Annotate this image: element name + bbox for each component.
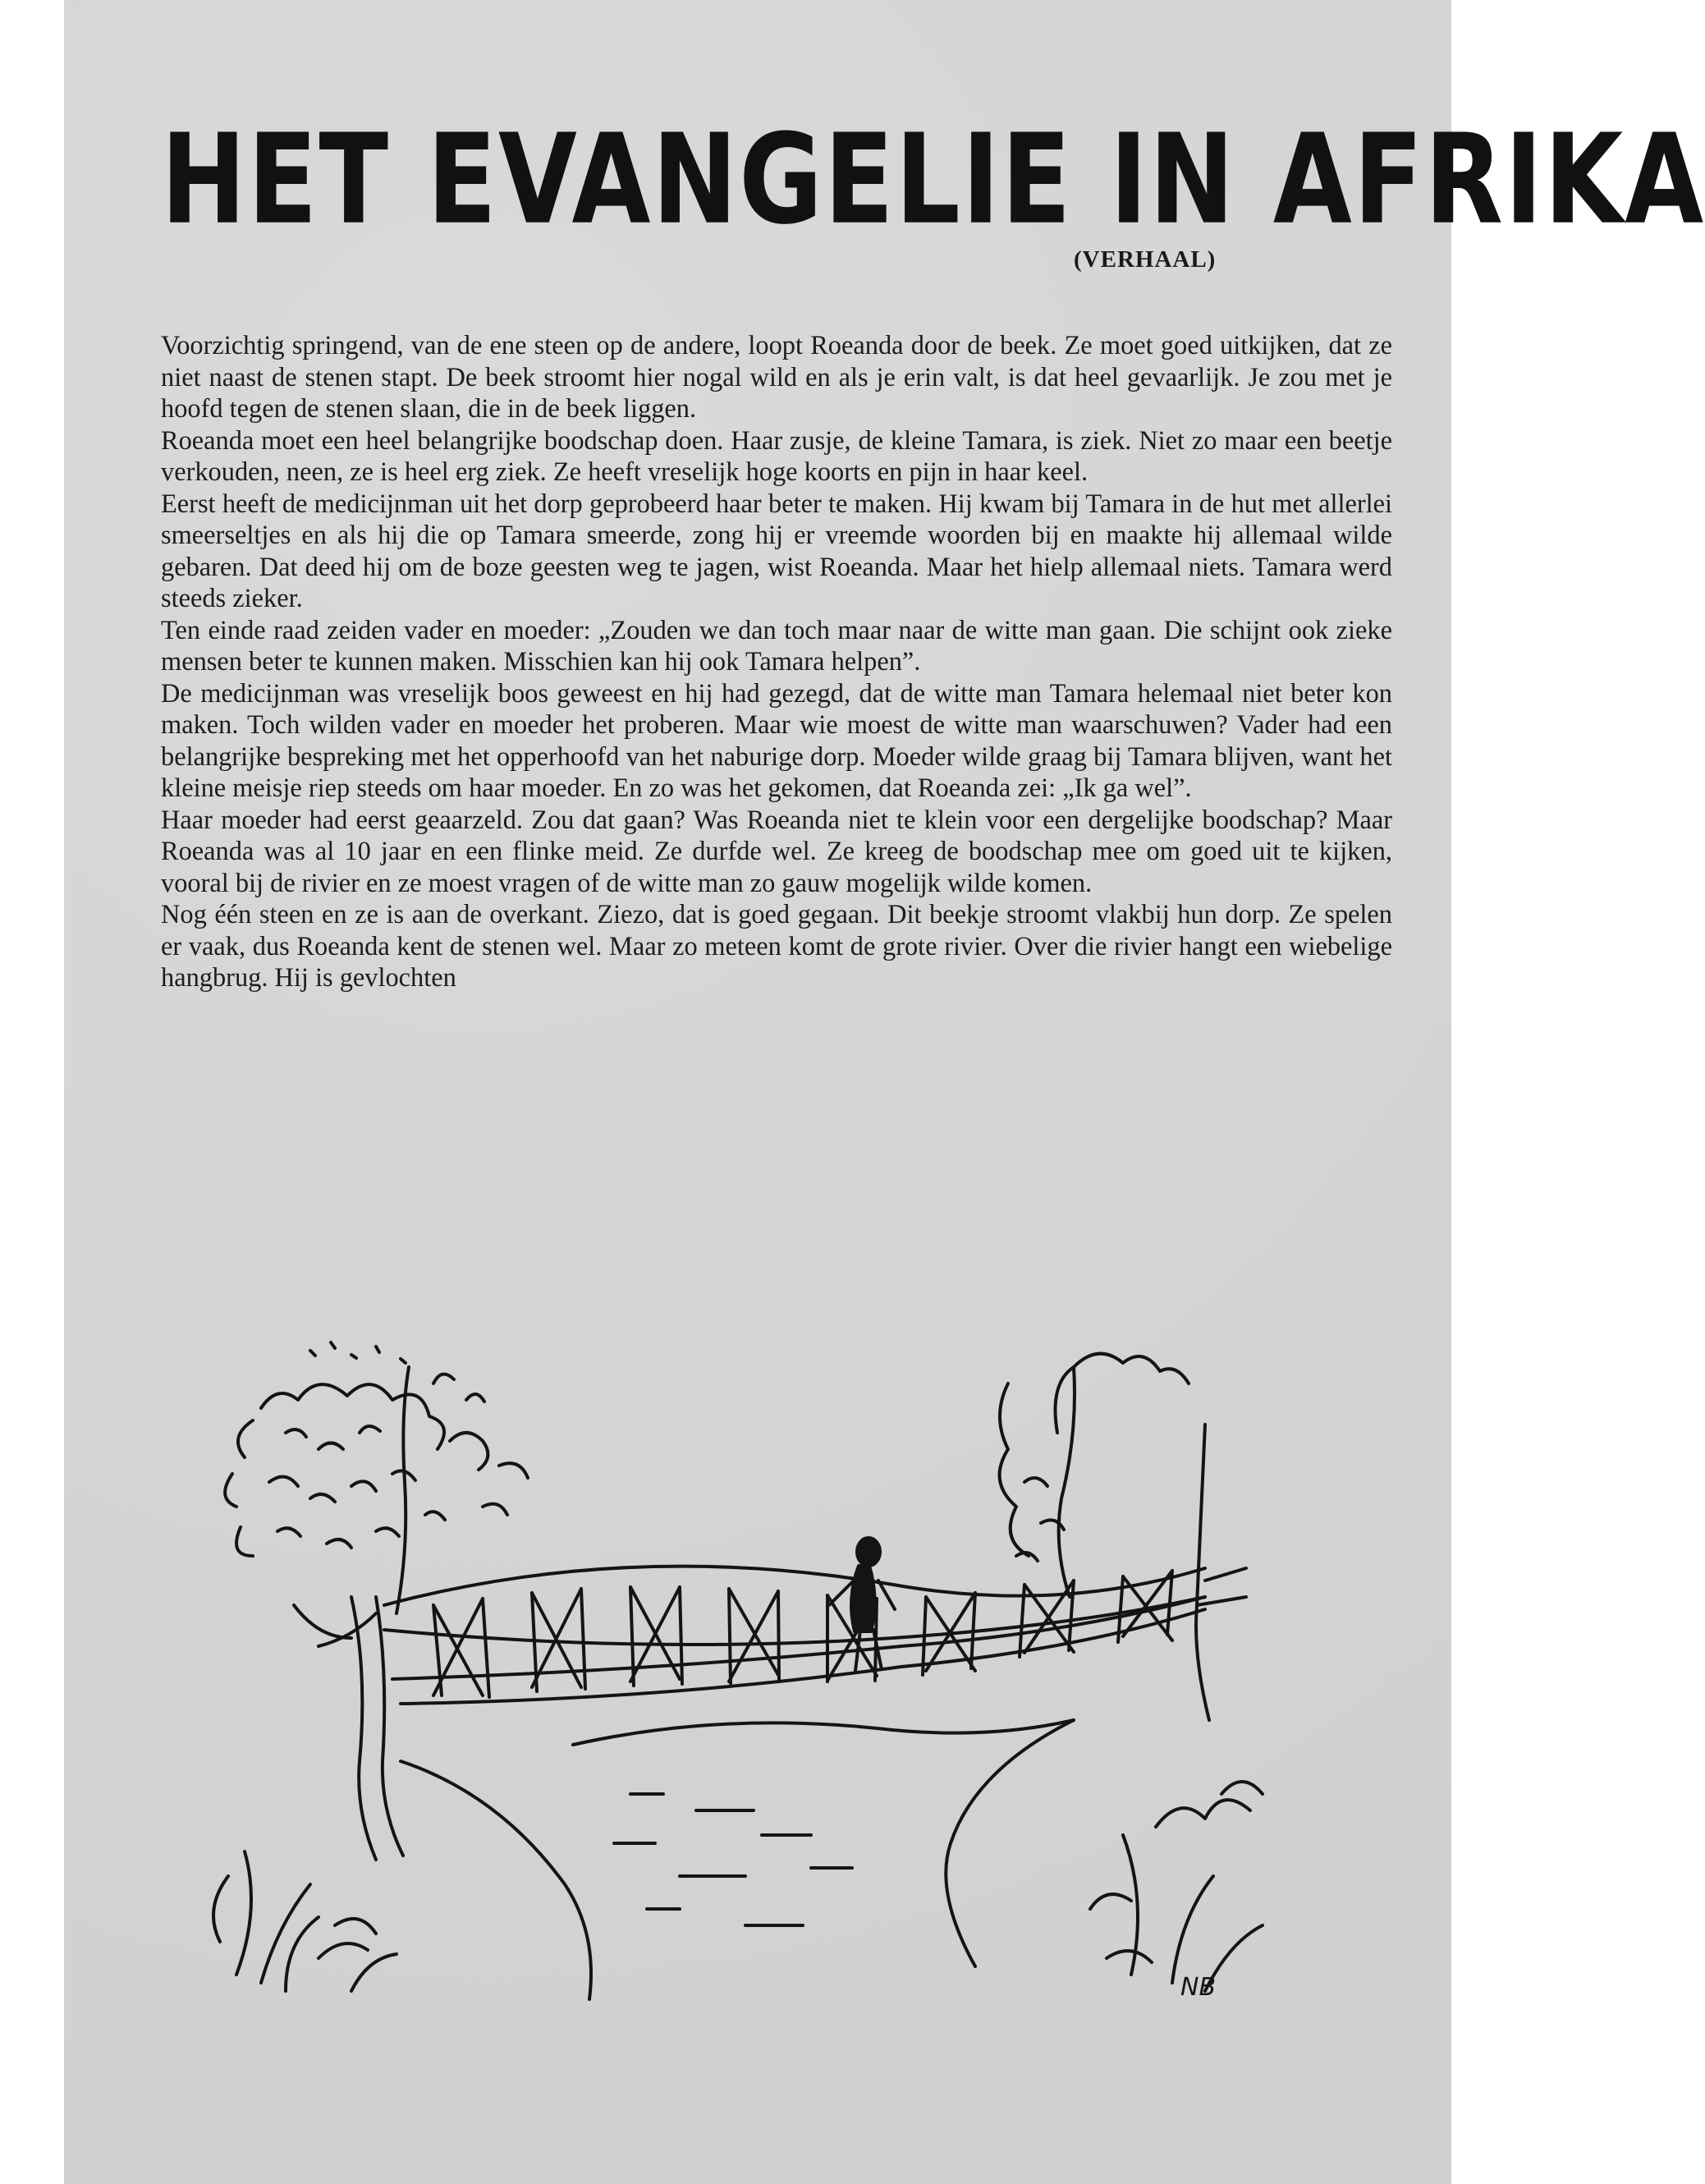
bridge-illustration	[187, 1334, 1386, 2024]
rope-bridge	[384, 1567, 1246, 1704]
paragraph: Haar moeder had eerst geaarzeld. Zou dat gaan? Was Roeanda niet te klein voor een dergelijke boodschap? Maar Roeanda was al 10 jaar en een flinke meid. Ze durfde wel. Ze kreeg de boodschap mee om goed uit te kijken, vooral bij de rivier en ze moest vragen of de witte man zo gauw mogelijk wilde komen.	[161, 805, 1392, 898]
artist-signature: NB	[1180, 1973, 1217, 2002]
scan-margin	[0, 0, 64, 2184]
paragraph: Roeanda moet een heel belangrijke boodschap doen. Haar zusje, de kleine Tamara, is ziek. Niet zo maar een beetje verkouden, neen, ze is heel erg ziek. Ze heeft vreselijk hoge koorts en pijn in haar keel.	[161, 425, 1392, 487]
paragraph: Voorzichtig springend, van de ene steen op de andere, loopt Roeanda door de beek. Ze moet goed uitkijken, dat ze niet naast de stenen stapt. De beek stroomt hier nogal wild en als je erin valt, is dat heel gevaarlijk. Je zou met je hoofd tegen de stenen slaan, die in de beek liggen.	[161, 331, 1392, 424]
paragraph: Nog één steen en ze is aan de overkant. Ziezo, dat is goed gegaan. Dit beekje stroomt vlakbij hun dorp. Ze spelen er vaak, dus Roeanda kent de stenen wel. Maar zo meteen komt de grote rivier. Over die rivier hangt een wiebelige hangbrug. Hij is gevlochten	[161, 900, 1392, 993]
paragraph: Ten einde raad zeiden vader en moeder: „Zouden we dan toch maar naar de witte man gaan. Die schijnt ook zieke mensen beter te kunnen maken. Misschien kan hij ook Tamara helpen”.	[161, 615, 1392, 677]
paragraph: Eerst heeft de medicijnman uit het dorp geprobeerd haar beter te maken. Hij kwam bij Tamara in de hut met allerlei smeerseltjes en als hij die op Tamara smeerde, zong hij er vreemde woorden bij en maakte hij allemaal wilde gebaren. Dat deed hij om de boze geesten weg te jagen, wist Roeanda. Maar het hielp allemaal niets. Tamara werd steeds zieker.	[161, 489, 1392, 613]
foreground-plants	[213, 1782, 1263, 1991]
story-label: (VERHAAL)	[1074, 246, 1217, 273]
magazine-page	[64, 0, 1705, 2184]
left-tree-foliage	[225, 1342, 528, 1556]
page-title: HET EVANGELIE IN AFRIKA	[161, 108, 1705, 253]
river	[401, 1720, 1074, 1999]
right-tree	[1000, 1354, 1209, 1720]
story-text	[161, 330, 1392, 994]
paragraph: De medicijnman was vreselijk boos geweest en hij had gezegd, dat de witte man Tamara helemaal niet beter kon maken. Toch wilden vader en moeder het proberen. Maar wie moest de witte man waarschuwen? Vader had een belangrijke bespreking met het opperhoofd van het naburige dorp. Moeder wilde graag bij Tamara blijven, want het kleine meisje riep steeds om haar moeder. En zo was het gekomen, dat Roeanda zei: „Ik ga wel”.	[161, 678, 1392, 803]
left-tree-trunk	[294, 1367, 409, 1860]
